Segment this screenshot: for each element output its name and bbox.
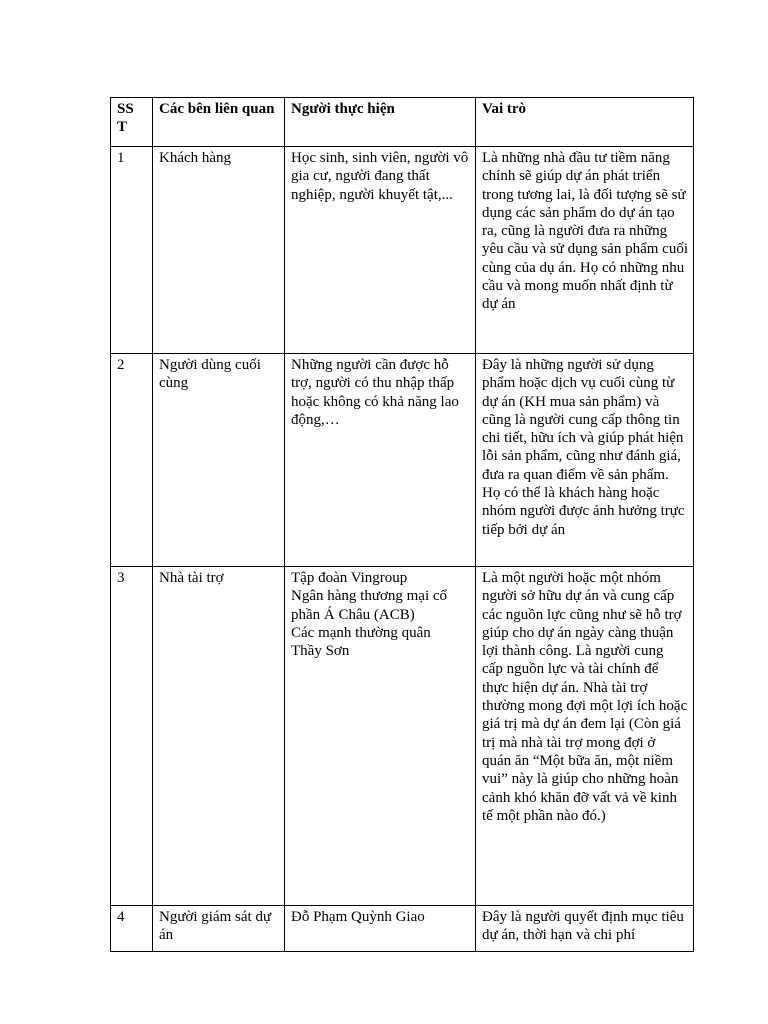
cell-role: Là những nhà đầu tư tiềm năng chính sẽ giúp dự án phát triển trong tương lai, là đối tượng sẽ sử dụng các sản phẩm do dự án tạo ra, cũng là người đưa ra những yêu cầu và sử dụng sản phẩm cuối cùng của dụ án. Họ có những nhu cầu và mong muốn nhất định từ dự án: [476, 147, 694, 354]
cell-stt: 2: [111, 354, 153, 567]
cell-stt: 4: [111, 906, 153, 952]
table-row: [111, 147, 694, 354]
table-row: [111, 354, 694, 567]
cell-stt: 1: [111, 147, 153, 354]
stakeholder-table: [110, 97, 694, 952]
header-role: Vai trò: [476, 98, 694, 147]
cell-party: Nhà tài trợ: [153, 567, 285, 906]
cell-role: Đây là những người sử dụng phẩm hoặc dịch vụ cuối cùng từ dự án (KH mua sản phẩm) và cũng là người cung cấp thông tin chi tiết, hữu ích và giúp phát hiện lỗi sản phẩm, cũng như đánh giá, đưa ra quan điểm về sản phẩm. Họ có thể là khách hàng hoặc nhóm người được ảnh hưởng trực tiếp bởi dự án: [476, 354, 694, 567]
cell-doer: Đỗ Phạm Quỳnh Giao: [285, 906, 476, 952]
header-stt: SS T: [111, 98, 153, 147]
cell-party: Khách hàng: [153, 147, 285, 354]
header-doer: Người thực hiện: [285, 98, 476, 147]
cell-doer: Những người cần được hỗ trợ, người có thu nhập thấp hoặc không có khả năng lao động,…: [285, 354, 476, 567]
cell-party: Người giám sát dự án: [153, 906, 285, 952]
page-bottom-margin: [0, 954, 768, 1024]
cell-doer: Học sinh, sinh viên, người vô gia cư, người đang thất nghiệp, người khuyết tật,...: [285, 147, 476, 354]
cell-role: Là một người hoặc một nhóm người sở hữu dự án và cung cấp các nguồn lực cũng như sẽ hỗ trợ giúp cho dự án ngày càng thuận lợi thành công. Là người cung cấp nguồn lực và tài chính để thực hiện dự án. Nhà tài trợ thường mong đợi một lợi ích hoặc giá trị mà dự án đem lại (Còn giá trị mà nhà tài trợ mong đợi ở quán ăn “Một bữa ăn, một niềm vui” này là giúp cho những hoàn cảnh khó khăn đỡ vất vả về kinh tế một phần nào đó.): [476, 567, 694, 906]
cell-doer: Tập đoàn Vingroup Ngân hàng thương mại cổ phần Á Châu (ACB) Các mạnh thường quân Thầy Sơn: [285, 567, 476, 906]
table-header-row: [111, 98, 694, 147]
table-row: [111, 567, 694, 906]
cell-party: Người dùng cuối cùng: [153, 354, 285, 567]
header-party: Các bên liên quan: [153, 98, 285, 147]
table-row: [111, 906, 694, 952]
cell-stt: 3: [111, 567, 153, 906]
cell-role: Đây là người quyết định mục tiêu dự án, thời hạn và chi phí: [476, 906, 694, 952]
